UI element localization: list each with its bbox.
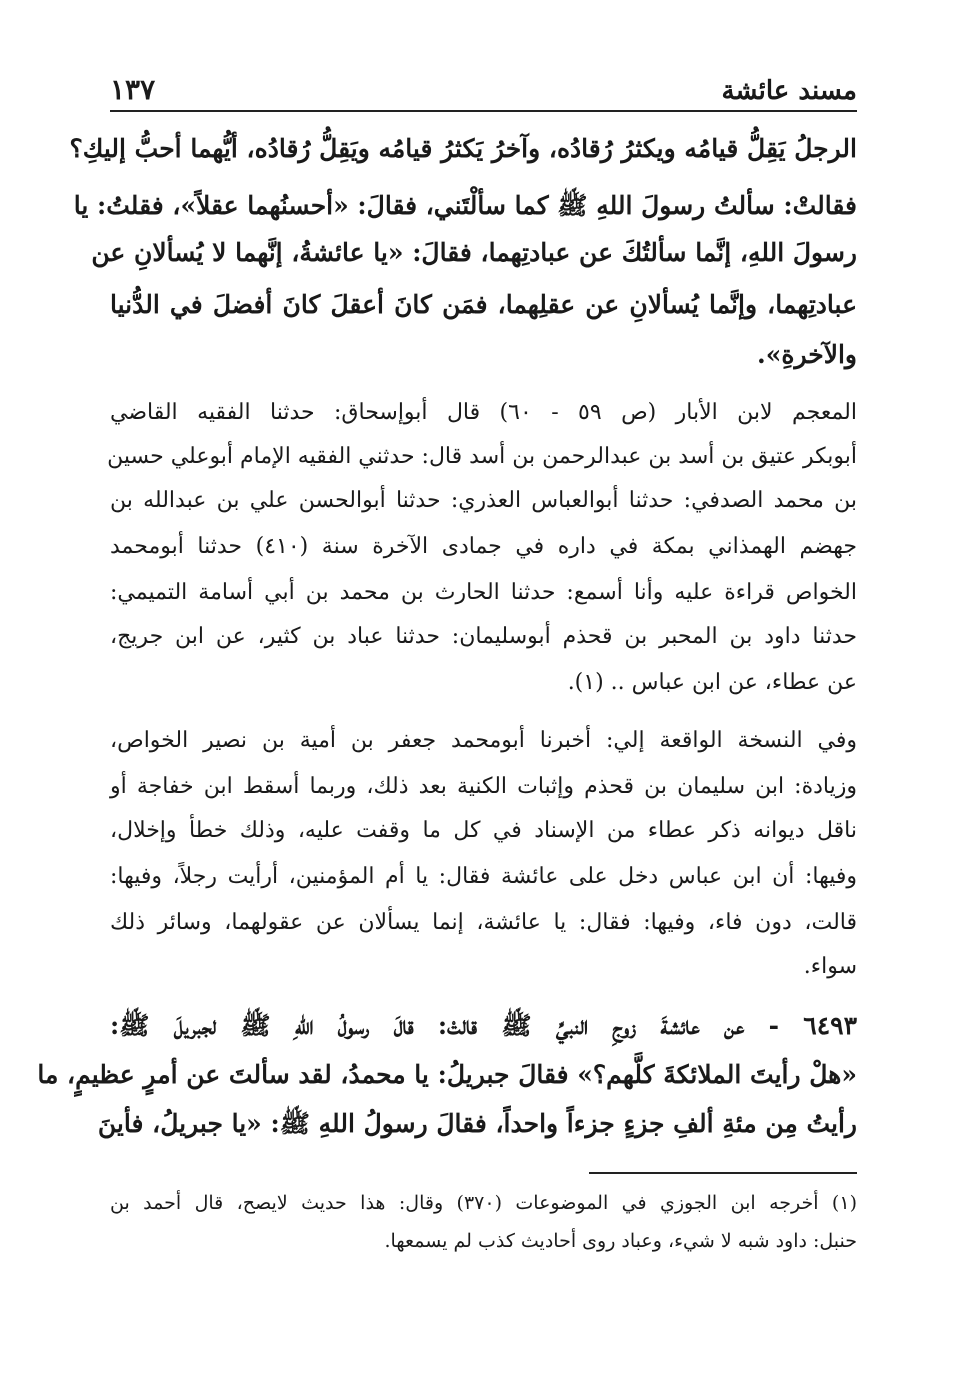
commentary-line: وفيها: أن ابن عباس دخل على عائشة فقال: يا أم المؤمنين، أرأيت رجلاً، وفيها:: [110, 864, 857, 889]
commentary-line: المعجم لابن الأبار (ص ٥٩ - ٦٠) قال أبوإسحاق: حدثنا الفقيه القاضي: [110, 400, 857, 425]
text-line: الرجلُ يَقِلُّ قيامُه ويكثرُ رُقادُه، وآخرُ يَكثرُ قيامُه ويَقِلُّ رُقادُه، أيُّهما أحبُّ إليكِ؟: [69, 134, 857, 163]
hadith-line: «هلْ رأيتَ الملائكةَ كلَّهم؟» فقالَ جبريلُ: يا محمدُ، لقد سألتَ عن أمرٍ عظيمٍ، ما: [37, 1060, 857, 1089]
commentary-line: ناقل ديوانه ذكر عطاء من الإسناد في كل ما وقفت عليه، وذلك خطأ وإخلال،: [110, 818, 857, 843]
text-line: فقالتْ: سألتُ رسولَ اللهِ ﷺ كما سألْتَني، فقالَ: «أحسنُهما عقلاً»، فقلتُ: يا: [73, 191, 857, 220]
commentary-line: عن عطاء، عن ابن عباس .. (١).: [567, 670, 857, 695]
page-header: [110, 68, 857, 106]
text-line: والآخرةِ».: [757, 340, 857, 369]
commentary-line: وفي النسخة الواقعة إلي: أخبرنا أبومحمد جعفر بن أمية بن نصير الخواص،: [110, 728, 857, 753]
footnote-line: (١) أخرجه ابن الجوزي في الموضوعات (٣٧٠) وقال: هذا حديث لايصح، قال أحمد بن: [110, 1192, 857, 1214]
text-line: رسولَ اللهِ، إنَّما سألتُكَ عن عبادتِهما، فقالَ: «يا عائشةُ، إنَّهما لا يُسألانِ عن: [91, 238, 857, 267]
header-rule: [110, 110, 857, 112]
footnote-line: حنبل: داود شبه لا شيء، وعباد روى أحاديث كذب لم يسمعها.: [384, 1230, 857, 1252]
commentary-line: بن محمد الصدفي: حدثنا أبوالعباس العذري: حدثنا أبوالحسن علي بن عبدالله بن: [110, 488, 857, 513]
commentary-line: سواء.: [803, 954, 857, 979]
footnote-rule: [589, 1172, 857, 1174]
running-title: مسند عائشة: [721, 76, 857, 106]
commentary-line: وزيادة: ابن سليمان بن قحذم وإثبات الكنية بعد ذلك، وربما أسقط ابن خفاجة أو: [110, 774, 857, 799]
page-number: ١٣٧: [110, 73, 156, 106]
commentary-line: قالت، دون فاء، وفيها: فقال: يا عائشة، إنما يسألان عن عقولهما، وسائر ذلك: [110, 910, 857, 935]
commentary-line: أبوبكر عتيق بن أسد بن عبدالرحمن بن أسد قال: حدثني الفقيه الإمام أبوعلي حسين: [107, 444, 857, 469]
commentary-line: جهضم الهمذاني بمكة في داره في جمادى الآخرة سنة (٤١٠) حدثنا أبومحمد: [110, 534, 857, 559]
commentary-line: حدثنا داود بن المحبر بن قحذم أبوسليمان: حدثنا عباد بن كثير، عن ابن جريج،: [110, 624, 857, 649]
hadith-line: ٦٤٩٣ - عن عائشةَ زوجِ النبيِّ ﷺ قالتْ: قالَ رسولُ اللهِ ﷺ لجبريلَ ﷺ:: [110, 1011, 857, 1040]
commentary-line: الخواص قراءة عليه وأنا أسمع: حدثنا الحارث بن محمد بن أبي أسامة التميمي:: [110, 580, 857, 605]
hadith-line: رأيتُ مِن مئةِ ألفِ جزءٍ جزءاً واحداً، فقالَ رسولُ اللهِ ﷺ: «يا جبريلُ، فأينَ: [97, 1109, 857, 1138]
text-line: عبادتِهما، وإنَّما يُسألانِ عن عقلِهما، فمَن كانَ أعقلَ كانَ أفضلَ في الدُّنيا: [110, 290, 857, 319]
